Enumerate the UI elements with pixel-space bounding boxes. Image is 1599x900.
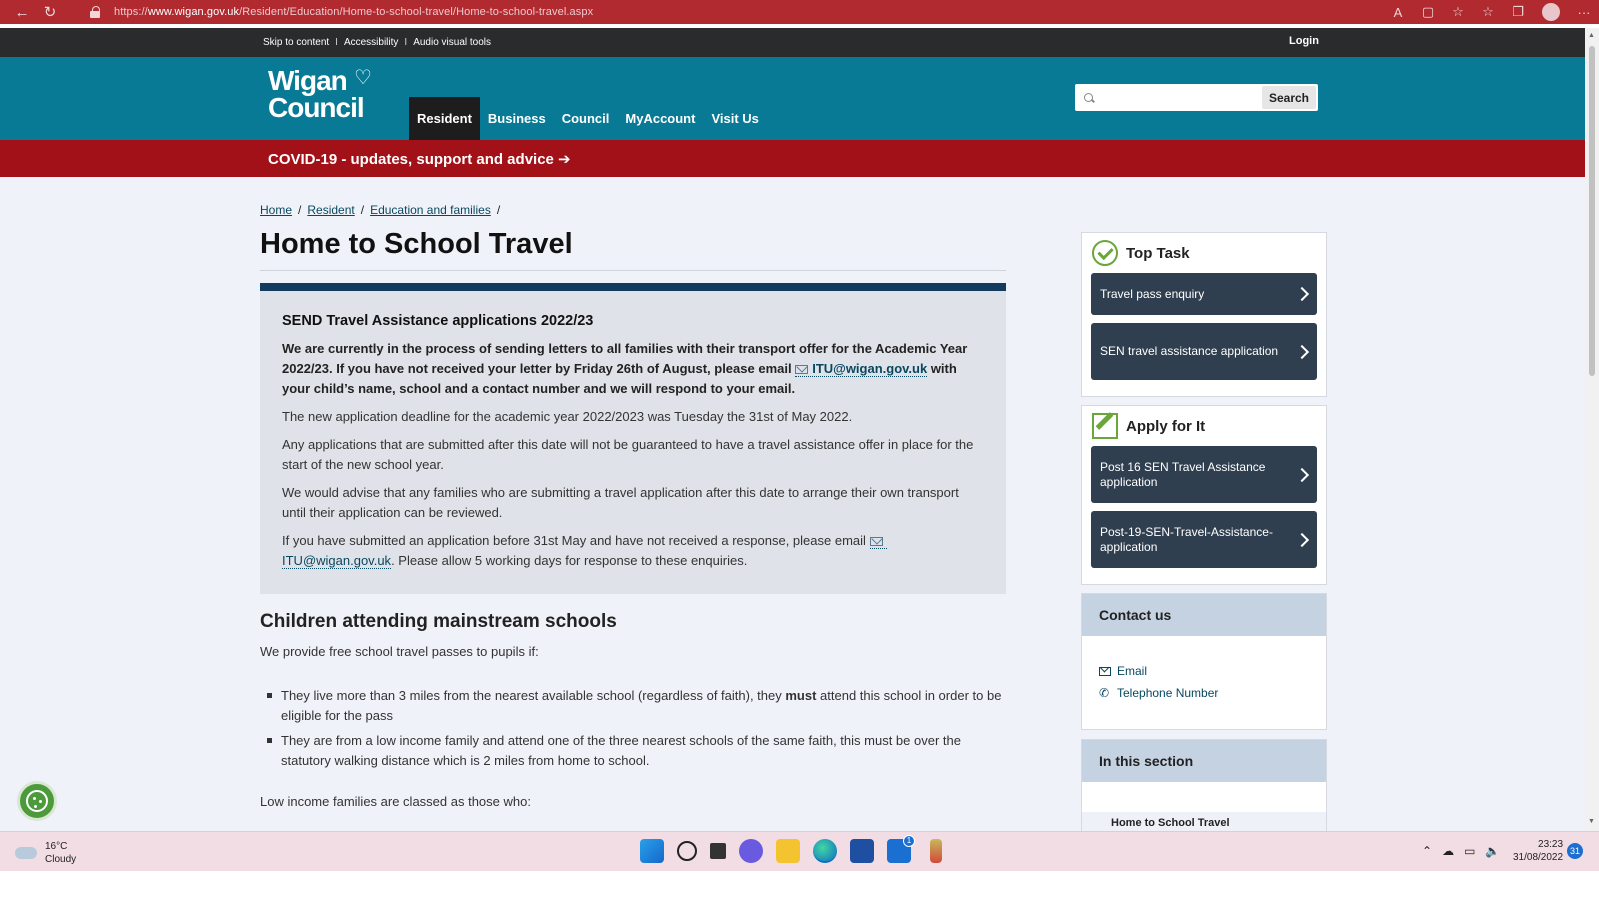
chevron-right-icon bbox=[1295, 344, 1309, 358]
search-input[interactable] bbox=[1099, 84, 1262, 111]
utility-bar: Skip to content I Accessibility I Audio visual tools Login bbox=[0, 28, 1585, 57]
eligibility-list bbox=[267, 686, 1007, 776]
system-clock[interactable]: 23:23 31/08/2022 bbox=[1513, 839, 1564, 863]
skip-to-content-link[interactable]: Skip to content bbox=[263, 37, 330, 48]
page-scrollbar[interactable] bbox=[1585, 28, 1599, 831]
notice-paragraph: Any applications that are submitted after this date will not be guaranteed to have a travel assistance offer in place for the start of the new school year. bbox=[282, 437, 974, 472]
collections-icon[interactable]: ❐ bbox=[1512, 4, 1524, 19]
phone-icon: ✆ bbox=[1099, 686, 1110, 700]
search-button[interactable]: Search bbox=[1262, 86, 1316, 109]
chevron-right-icon bbox=[1295, 287, 1309, 301]
screen-bottom-margin bbox=[0, 871, 1599, 900]
volume-icon[interactable]: 🔈 bbox=[1485, 844, 1501, 858]
contact-email-link[interactable]: Email bbox=[1099, 664, 1326, 678]
weather-temp: 16°C bbox=[45, 841, 68, 852]
audio-visual-tools-link[interactable]: Audio visual tools bbox=[413, 37, 492, 48]
favorites-icon[interactable]: ☆ bbox=[1482, 4, 1494, 19]
favorite-star-icon[interactable]: ☆ bbox=[1452, 4, 1464, 19]
weather-widget[interactable] bbox=[15, 840, 76, 866]
accessibility-link[interactable]: Accessibility bbox=[343, 37, 399, 48]
in-this-section-panel bbox=[1081, 739, 1327, 834]
list-item: They are from a low income family and attend one of the three nearest schools of the same faith, this must be over the statutory walking distance which is 2 miles from home to school. bbox=[267, 731, 1007, 771]
store-icon[interactable] bbox=[850, 839, 874, 863]
apply-title: Apply for It bbox=[1126, 417, 1206, 435]
mainstream-intro: We provide free school travel passes to pupils if: bbox=[260, 644, 539, 659]
scroll-up-icon[interactable]: ▲ bbox=[1588, 32, 1595, 39]
top-task-title: Top Task bbox=[1126, 244, 1190, 262]
cloud-icon bbox=[15, 847, 37, 859]
windows-taskbar bbox=[0, 831, 1599, 871]
contact-us-panel bbox=[1081, 593, 1327, 730]
travel-pass-enquiry-button[interactable]: Travel pass enquiry bbox=[1091, 273, 1317, 315]
mail-icon bbox=[795, 365, 808, 374]
site-header bbox=[0, 57, 1585, 140]
mainstream-heading: Children attending mainstream schools bbox=[260, 611, 617, 632]
nav-business[interactable]: Business bbox=[487, 111, 546, 126]
in-this-section-heading: In this section bbox=[1082, 740, 1326, 782]
post16-application-button[interactable]: Post 16 SEN Travel Assistance application bbox=[1091, 446, 1317, 503]
contact-phone-link[interactable]: ✆ Telephone Number bbox=[1099, 686, 1219, 700]
app-icon[interactable] bbox=[887, 836, 912, 863]
chevron-right-icon bbox=[1295, 467, 1309, 481]
nav-visit-us[interactable]: Visit Us bbox=[711, 111, 759, 126]
read-aloud-icon[interactable]: A bbox=[1393, 4, 1403, 20]
game-app-icon[interactable] bbox=[930, 839, 942, 863]
sen-travel-application-button[interactable]: SEN travel assistance application bbox=[1091, 323, 1317, 380]
notice-paragraph: If you have submitted an application before 31st May and have not received a response, please email ITU@wigan.gov.uk. Please allow 5 working days for response to these enquiries. bbox=[282, 531, 984, 571]
top-task-panel bbox=[1081, 232, 1327, 397]
nav-myaccount[interactable]: MyAccount bbox=[625, 111, 696, 126]
refresh-icon[interactable]: ↻ bbox=[43, 4, 57, 21]
system-tray bbox=[1422, 844, 1500, 858]
browser-toolbar bbox=[0, 0, 1599, 24]
envelope-icon bbox=[1099, 667, 1111, 676]
covid-banner bbox=[0, 140, 1585, 177]
section-link-home-to-school-travel[interactable]: Home to School Travel bbox=[1082, 812, 1326, 834]
notice-paragraph: We are currently in the process of sending letters to all families with their transport offer for the Academic Year 2022/23. If you have not received your letter by Friday 26th of August, please email ITU@wigan.gov.uk with your child’s name, school and a contact number and we will respond to your email. bbox=[282, 341, 968, 396]
site-search bbox=[1075, 84, 1318, 111]
check-circle-icon bbox=[1092, 240, 1118, 266]
list-item: They live more than 3 miles from the nearest available school (regardless of faith), they must attend this school in order to be eligible for the pass bbox=[267, 686, 1007, 726]
low-income-text: Low income families are classed as those who: bbox=[260, 794, 531, 809]
app-badge: 1 bbox=[903, 835, 915, 847]
nav-council[interactable]: Council bbox=[561, 111, 610, 126]
url-text: https://www.wigan.gov.uk/Resident/Education/Home-to-school-travel/Home-to-school-travel.aspx bbox=[114, 6, 594, 18]
edge-browser-icon[interactable] bbox=[813, 839, 837, 863]
cookie-settings-button[interactable] bbox=[17, 781, 57, 821]
apply-for-it-panel bbox=[1081, 405, 1327, 585]
cookie-icon bbox=[26, 790, 48, 812]
notice-paragraph: The new application deadline for the academic year 2022/2023 was Tuesday the 31st of May 2022. bbox=[282, 409, 853, 424]
breadcrumb-resident[interactable]: Resident bbox=[307, 203, 355, 217]
scroll-down-icon[interactable]: ▼ bbox=[1588, 818, 1595, 825]
wigan-council-logo[interactable]: Wigan Council ♡ bbox=[268, 65, 371, 123]
notice-paragraph: We would advise that any families who are submitting a travel application after this date to arrange their own transport until their application can be reviewed. bbox=[282, 485, 959, 520]
task-view-icon[interactable] bbox=[710, 843, 726, 859]
notification-badge[interactable]: 31 bbox=[1567, 843, 1583, 859]
scroll-thumb[interactable] bbox=[1589, 46, 1595, 376]
edit-form-icon bbox=[1092, 413, 1118, 439]
onedrive-cloud-icon[interactable]: ☁ bbox=[1442, 844, 1455, 858]
breadcrumb-home[interactable]: Home bbox=[260, 203, 293, 217]
email-link[interactable]: ITU@wigan.gov.uk bbox=[795, 361, 927, 377]
more-menu-icon[interactable]: ··· bbox=[1577, 4, 1591, 20]
heart-icon: ♡ bbox=[354, 67, 371, 89]
login-link[interactable]: Login bbox=[1289, 35, 1319, 47]
send-notice-box bbox=[260, 283, 1006, 594]
breadcrumb-education[interactable]: Education and families bbox=[370, 203, 491, 217]
title-divider bbox=[260, 270, 1006, 271]
notice-heading: SEND Travel Assistance applications 2022/23 bbox=[282, 313, 594, 329]
weather-condition: Cloudy bbox=[45, 854, 77, 865]
page-title: Home to School Travel bbox=[260, 228, 573, 260]
file-explorer-icon[interactable] bbox=[776, 839, 800, 863]
address-bar[interactable] bbox=[90, 0, 593, 24]
back-arrow-icon[interactable]: ← bbox=[14, 3, 30, 21]
reader-view-icon[interactable]: ▢ bbox=[1421, 4, 1435, 19]
taskbar-search-icon[interactable] bbox=[677, 841, 697, 861]
chat-icon[interactable] bbox=[739, 839, 763, 863]
nav-resident[interactable]: Resident bbox=[409, 97, 480, 140]
contact-us-heading: Contact us bbox=[1082, 594, 1326, 636]
chevron-right-icon bbox=[1295, 532, 1309, 546]
start-icon[interactable] bbox=[640, 839, 664, 863]
main-navigation bbox=[409, 97, 767, 140]
mail-icon bbox=[870, 537, 883, 546]
breadcrumb: Home / Resident / Education and families / bbox=[260, 203, 501, 217]
covid-banner-link[interactable]: COVID-19 - updates, support and advice ➔ bbox=[268, 151, 571, 168]
chevron-up-icon[interactable]: ⌃ bbox=[1422, 844, 1433, 858]
network-icon[interactable]: ▭ bbox=[1464, 844, 1476, 858]
email-link[interactable]: ITU@wigan.gov.uk bbox=[282, 533, 887, 569]
post19-application-button[interactable]: Post-19-SEN-Travel-Assistance-application bbox=[1091, 511, 1317, 568]
search-icon bbox=[1075, 84, 1099, 111]
lock-icon bbox=[90, 6, 102, 19]
profile-avatar[interactable] bbox=[1542, 3, 1560, 21]
